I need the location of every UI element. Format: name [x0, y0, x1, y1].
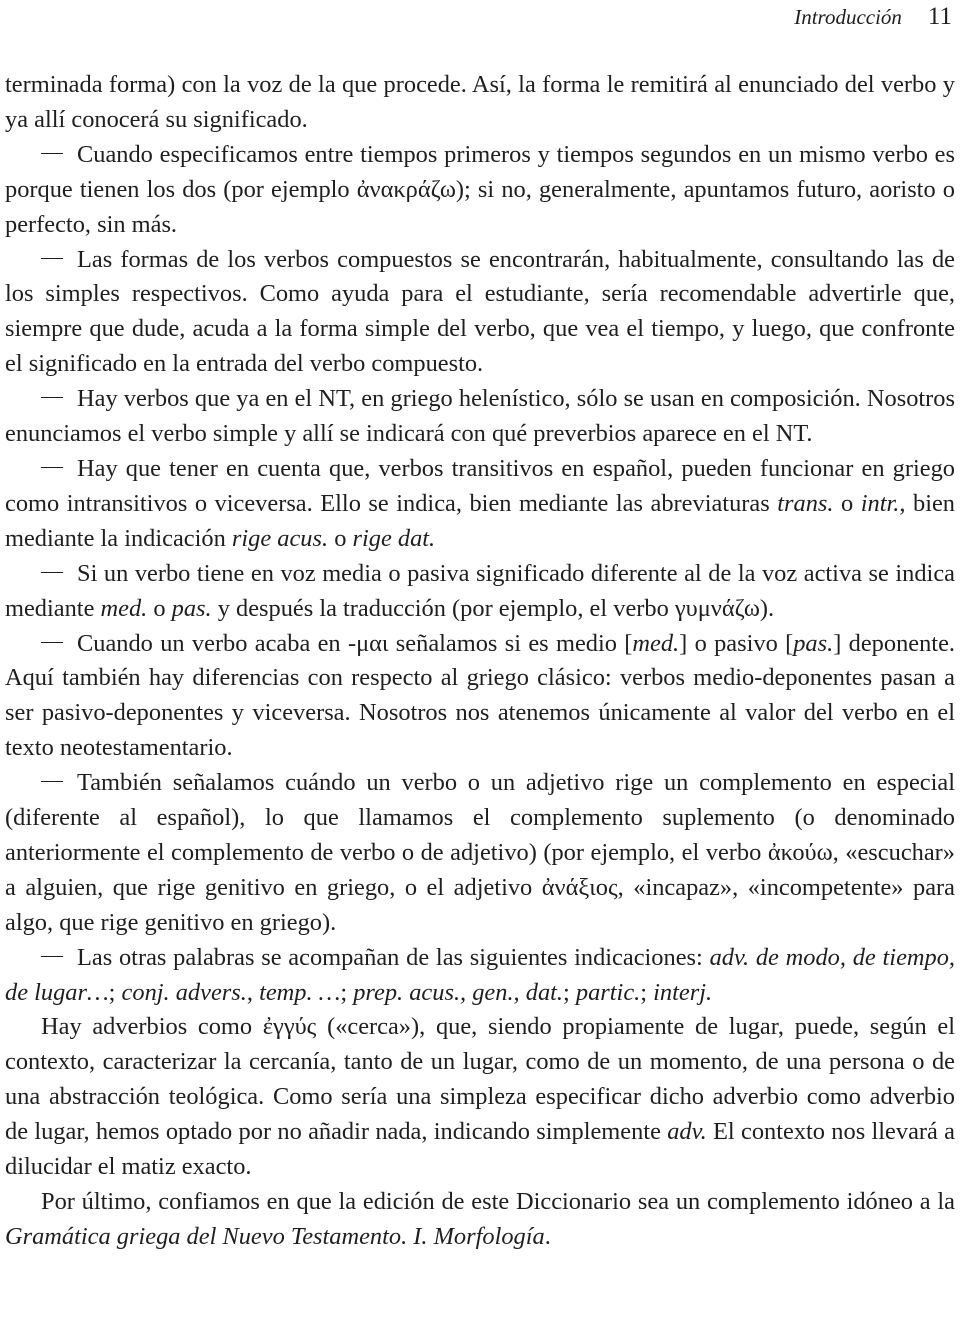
- dash-paragraph: [5, 766, 955, 941]
- dash-paragraph: [5, 941, 955, 1011]
- paragraph-text: Las formas de los verbos compuestos se encontrarán, habitualmente, consultando las de los simples respectivos. Como ayuda para el estudiante, sería recomendable advertirle que, siempre que dude, acuda a la forma simple del verbo, que vea el tiempo, y luego, que confronte el significado en la entrada del verbo compuesto.: [5, 245, 955, 378]
- dash-paragraph: [5, 243, 955, 383]
- em-dash: [41, 956, 63, 957]
- dash-paragraph: [5, 382, 955, 452]
- em-dash: [41, 153, 63, 154]
- em-dash: [41, 781, 63, 782]
- paragraph-text: Cuando especificamos entre tiempos primeros y tiempos segundos en un mismo verbo es porque tienen los dos (por ejemplo ἀνακράζω); si no, generalmente, apuntamos futuro, aoristo o perfecto, sin más.: [5, 140, 955, 238]
- paragraph-text: terminada forma) con la voz de la que procede. Así, la forma le remitirá al enunciado del verbo y ya allí conocerá su significado.: [5, 71, 955, 133]
- paragraph-text: Por último, confiamos en que la edición de este Diccionario sea un complemento idóneo a la Gramática griega del Nuevo Testamento. I. Morfología.: [5, 1188, 955, 1250]
- em-dash: [41, 258, 63, 259]
- dash-paragraph: [5, 627, 955, 767]
- paragraph-text: También señalamos cuándo un verbo o un adjetivo rige un complemento en especial (diferente al español), lo que llamamos el complemento suplemento (o denominado anteriormente el complemento de verbo o de adjetivo) (por ejemplo, el verbo ἀκούω, «escuchar» a alguien, que rige genitivo en griego, o el adjetivo ἀνάξιος, «incapaz», «incompetente» para algo, que rige genitivo en griego).: [5, 769, 955, 936]
- paragraph-text: Las otras palabras se acompañan de las siguientes indicaciones: adv. de modo, de tiempo, de lugar…; conj. advers., temp. …; prep. acus., gen., dat.; partic.; interj.: [5, 943, 955, 1006]
- dash-paragraph: [5, 557, 955, 627]
- dash-paragraph: [5, 452, 955, 557]
- em-dash: [41, 572, 63, 573]
- paragraph-text: Si un verbo tiene en voz media o pasiva significado diferente al de la voz activa se indica mediante med. o pas. y después la traducción (por ejemplo, el verbo γυμνάζω).: [5, 559, 955, 622]
- paragraph: [5, 1185, 955, 1255]
- dash-paragraph: [5, 138, 955, 243]
- running-header: [794, 0, 952, 34]
- paragraph-text: Hay adverbios como ἐγγύς («cerca»), que, siendo propiamente de lugar, puede, según el contexto, caracterizar la cercanía, tanto de un lugar, como de un momento, de una persona o de una abstracción teológica. Como sería una simpleza especificar dicho adverbio como adverbio de lugar, hemos optado por no añadir nada, indicando simplemente adv. El contexto nos llevará a dilucidar el matiz exacto.: [5, 1013, 955, 1181]
- em-dash: [41, 642, 63, 643]
- page-number: 11: [927, 3, 952, 30]
- paragraph: [5, 68, 955, 138]
- paragraph-text: Hay verbos que ya en el NT, en griego helenístico, sólo se usan en composición. Nosotros enunciamos el verbo simple y allí se indicará con qué preverbios aparece en el NT.: [5, 385, 955, 448]
- paragraph-text: Hay que tener en cuenta que, verbos transitivos en español, pueden funcionar en griego como intransitivos o viceversa. Ello se indica, bien mediante las abreviaturas trans. o intr., bien mediante la indicación rige acus. o rige dat.: [5, 454, 955, 552]
- em-dash: [41, 397, 63, 398]
- paragraph: [5, 1010, 955, 1185]
- em-dash: [41, 467, 63, 468]
- section-title: Introducción: [794, 4, 902, 29]
- body-text: [5, 68, 955, 1255]
- paragraph-text: Cuando un verbo acaba en -μαι señalamos si es medio [med.] o pasivo [pas.] deponente. Aquí también hay diferencias con respecto al griego clásico: verbos medio-deponentes pasan a ser pasivo-deponentes y viceversa. Nosotros nos atenemos únicamente al valor del verbo en el texto neotestamentario.: [5, 629, 955, 762]
